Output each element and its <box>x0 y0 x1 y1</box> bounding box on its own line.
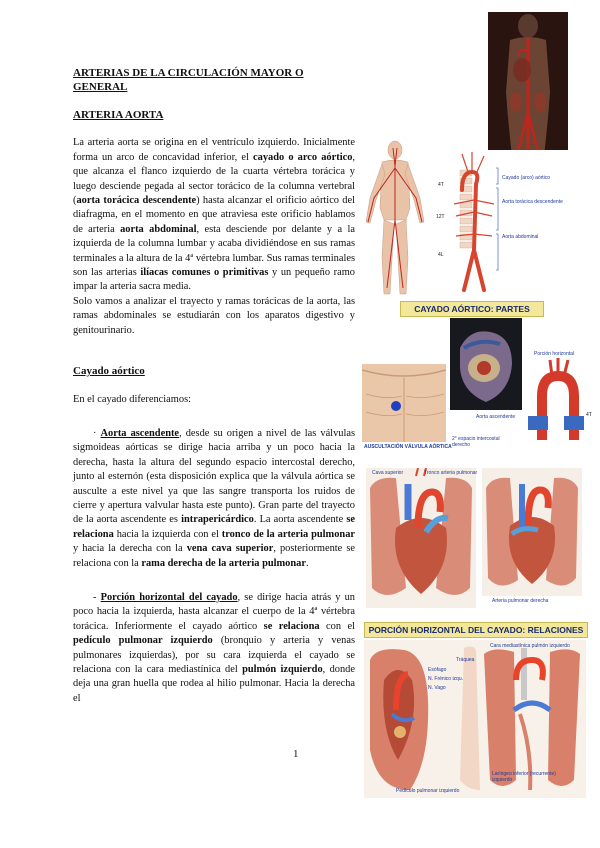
label-traquea: Tráquea <box>456 657 475 663</box>
label-cava-superior: Cava superior <box>372 470 404 476</box>
mediastinum-right-image <box>482 468 582 596</box>
label-aorta-toracica: Aorta torácica descendente <box>502 199 563 205</box>
subsection-title: Cayado aórtico <box>73 365 145 378</box>
paragraph-scope: Solo vamos a analizar el trayecto y ramas torácicas de la aorta, las ramas abdominales se estudiarán con los aparatos digestivo y genitourinario. <box>73 295 355 336</box>
label-laringeo: Laríngeo inferior (recurrente) izquierdo <box>492 771 556 783</box>
paragraph-porcion-horizontal: - Porción horizontal del cayado, se dirige hacia atrás y un poco hacia la izquierda, hasta alcanzar el cuerpo de la 4ª vértebra torácica. Inferiormente el cayado aórtico se relaciona con el pedículo pulmonar izquierdo (bronquio y arteria y venas pulmonares izquierdas), por su cara izquierda el cayado se relaciona con la cara mediastínica del pulmón izquierdo, donde deja una gran huella que rodea al hilio pulmonar. Hacia la derecha el <box>73 591 355 704</box>
label-arteria-pulmonar-derecha: Arteria pulmonar derecha <box>492 598 549 604</box>
aortic-arch-parts-image <box>524 356 588 450</box>
label-esofago: Esófago <box>428 667 447 673</box>
level-4l: 4L <box>438 252 444 258</box>
paragraph-aorta-ascendente: · Aorta ascendente, desde su origen a nivel de las válvulas sigmoideas aórticas se dirige hacia arriba y un poco hacia la derecha, hasta la altura del segundo espacio intercostal derecho, junto al esternón (esta disposición explica que la válvula aórtica se ausculte a este nivel ya que las sangre transporta los ruidos de cierre y apertura valvular hasta este punto). Gran parte del trayecto de la aorta ascendente es intrapericárdico. La aorta ascendente se relaciona hacia la izquierda con el tronco de la arteria pulmonar y hacia la derecha con la vena cava superior, posteriormente se relaciona con la rama derecha de la arteria pulmonar. <box>73 427 356 569</box>
label-espacio-intercostal: 2° espacio intercostal derecho <box>452 436 500 448</box>
aorta-schematic <box>432 150 582 300</box>
torso-aorta-image <box>488 12 568 156</box>
heart-section-svg <box>450 318 522 410</box>
label-tronco-pulmonar: Tronco arteria pulmonar <box>424 470 478 476</box>
page-number: 1 <box>293 748 299 760</box>
label-cara-mediastinica: Cara mediastínica pulmón izquierdo <box>490 643 570 649</box>
mediastinum-left-svg <box>366 468 476 608</box>
label-pediculo: Pedículo pulmonar izquierdo <box>396 788 460 794</box>
label-4t-arch: 4T <box>586 412 592 418</box>
chest-auscultation-svg <box>362 364 446 442</box>
label-aorta-abdominal: Aorta abdominal <box>502 234 539 240</box>
mediastinum-left-image <box>366 468 476 608</box>
torso-aorta-svg <box>488 12 568 156</box>
label-cayado: Cayado (arco) aórtico <box>502 175 551 181</box>
section-title: ARTERIA AORTA <box>73 109 164 121</box>
banner-cayado-partes: CAYADO AÓRTICO: PARTES <box>400 301 544 317</box>
aorta-schematic-svg <box>432 150 582 300</box>
label-aorta-ascendente-1: Aorta ascendente <box>476 414 516 420</box>
label-vago: N. Vago <box>428 685 446 691</box>
label-frenico: N. Frénico izqu. <box>428 676 464 682</box>
paragraph-aorta-intro: La arteria aorta se origina en el ventrículo izquierdo. Inicialmente forma un arco de concavidad inferior, el cayado o arco aórtico, que alcanza el flanco izquierdo de la cuarta vértebra torácica y luego desciende pegada al sector torácico de la columna vertebral (aorta torácica descendente) hasta alcanzar el orificio aórtico del diafragma, en el momento en que atraviesa este orificio hablamos de arteria aorta abdominal, esta desciende por delante y a la izquierda de la columna lumbar y acaba dividiéndose en sus ramas terminales a la altura de la 4ª vértebra lumbar. Sus ramas terminales son las arterias ilíacas comunes o primitivas y un pequeño ramo impar la arteria sacra media. <box>73 137 355 293</box>
body-arteries-image <box>360 138 430 298</box>
heart-section-image <box>450 318 522 410</box>
document-title: ARTERIAS DE LA CIRCULACIÓN MAYOR O GENERAL <box>73 67 304 93</box>
label-porcion-horizontal: Porción horizontal <box>534 351 575 357</box>
intro-line: En el cayado diferenciamos: <box>73 393 191 405</box>
aortic-arch-parts-svg <box>524 356 588 450</box>
level-12t: 12T <box>436 214 445 220</box>
mediastinum-right-svg <box>482 468 582 596</box>
level-4t: 4T <box>438 182 444 188</box>
body-arteries-svg <box>360 138 430 298</box>
banner-porcion-horizontal: PORCIÓN HORIZONTAL DEL CAYADO: RELACIONES <box>364 622 588 638</box>
text-column <box>73 66 355 706</box>
label-auscultacion: AUSCULTACIÓN VÁLVULA AÓRTICA <box>364 444 452 450</box>
chest-auscultation-image <box>362 364 446 442</box>
